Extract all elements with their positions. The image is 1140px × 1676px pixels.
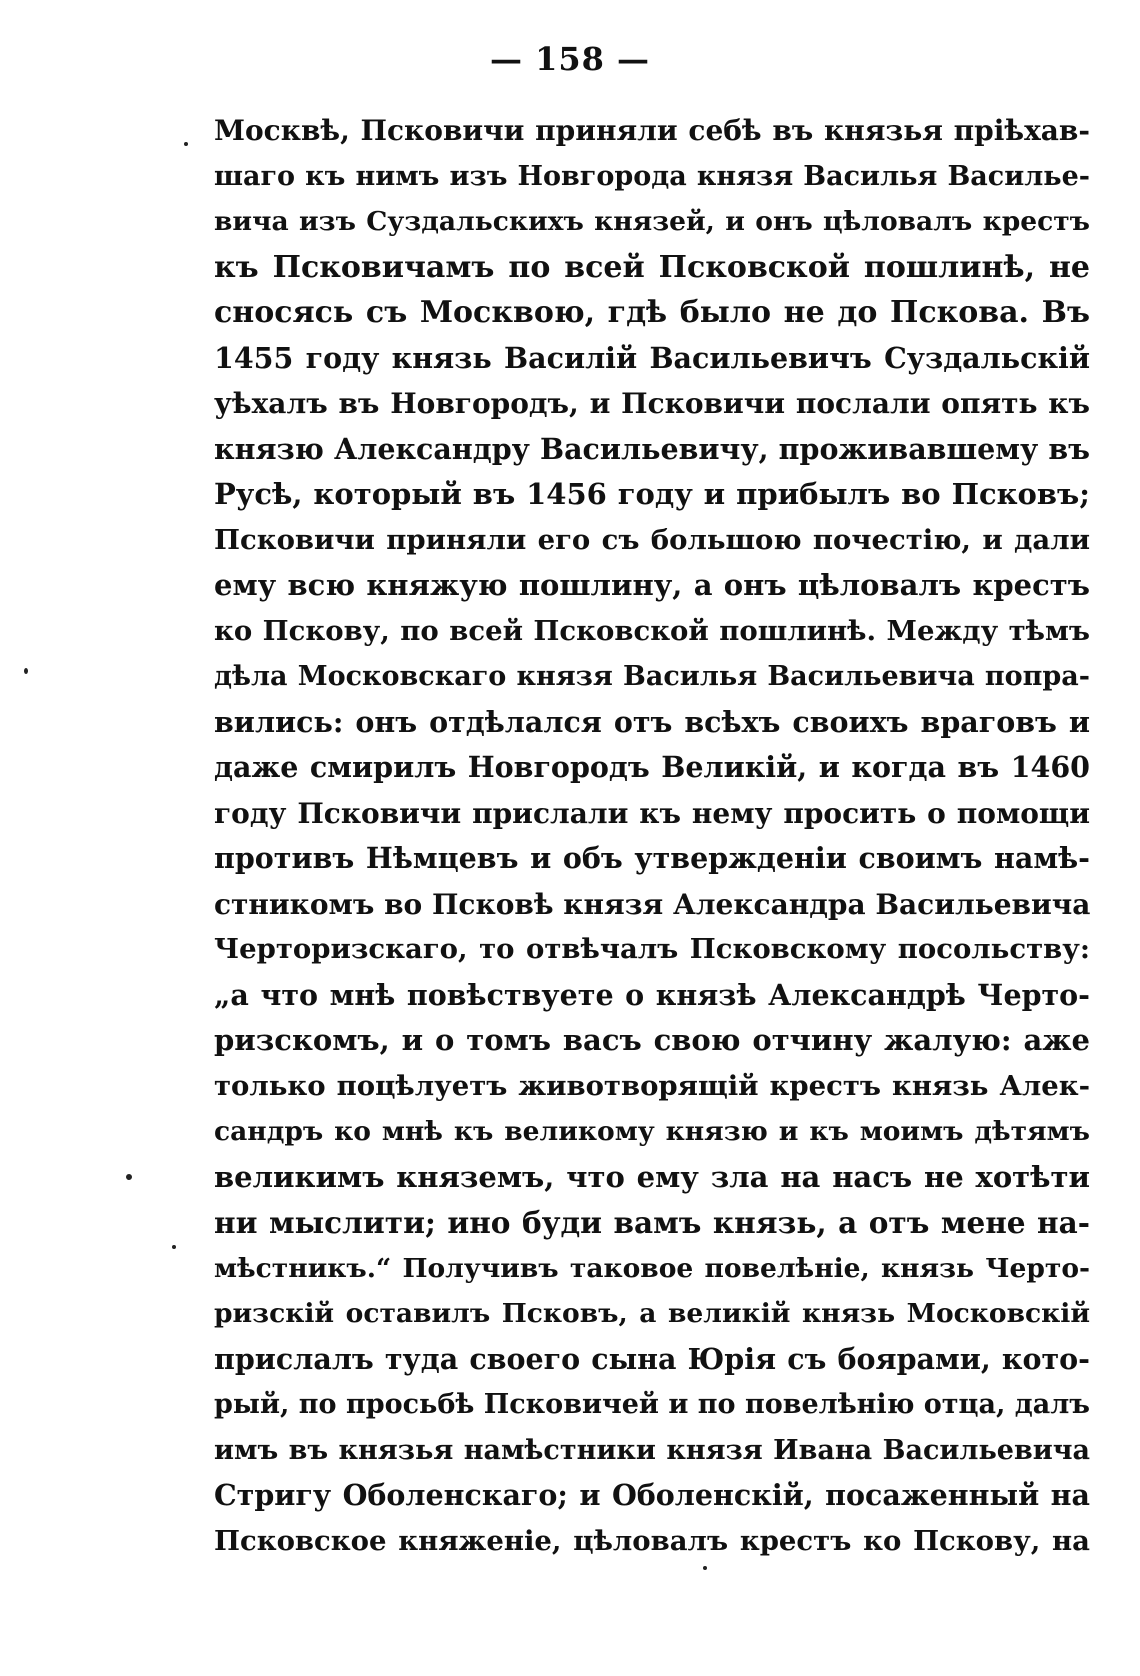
- text-line: вились: онъ отдѣлался отъ всѣхъ своихъ враговъ и: [214, 704, 1090, 739]
- text-line: Москвѣ, Псковичи приняли себѣ въ князья пріѣхав-: [214, 114, 1090, 147]
- text-line: Псковское княженіе, цѣловалъ крестъ ко Пскову, на: [214, 1524, 1090, 1557]
- text-line: великимъ княземъ, что ему зла на насъ не хотѣти: [214, 1159, 1090, 1194]
- text-line: князю Александру Васильевичу, проживавшему въ: [214, 431, 1090, 466]
- scan-speck: [703, 1566, 707, 1570]
- text-line: уѣхалъ въ Новгородъ, и Псковичи послали опять къ: [214, 387, 1090, 420]
- text-line: ризскій оставилъ Псковъ, а великій князь Московскій: [214, 1298, 1090, 1329]
- text-line: Стригу Оболенскаго; и Оболенскій, посаженный на: [214, 1478, 1090, 1512]
- text-line: году Псковичи прислали къ нему просить о помощи: [214, 796, 1090, 830]
- text-line: шаго къ нимъ изъ Новгорода князя Василья Василье-: [214, 160, 1090, 192]
- text-line: ни мыслити; ино буди вамъ князь, а отъ мене на-: [214, 1205, 1090, 1240]
- text-line: мѣстникъ.“ Получивъ таковое повелѣніе, князь Черто-: [214, 1252, 1090, 1284]
- page-number: — 158 —: [489, 40, 651, 78]
- text-line: имъ въ князья намѣстники князя Ивана Васильевича: [214, 1434, 1090, 1466]
- text-line: 1455 году князь Василій Васильевичъ Суздальскій: [214, 340, 1090, 375]
- text-line: „а что мнѣ повѣствуете о князѣ Александрѣ Черто-: [214, 977, 1090, 1012]
- scan-speck: [24, 668, 28, 674]
- text-line: сандръ ко мнѣ къ великому князю и къ моимъ дѣтямъ: [214, 1116, 1090, 1147]
- text-line: Черторизскаго, то отвѣчалъ Псковскому посольству:: [214, 933, 1090, 965]
- text-line: прислалъ туда своего сына Юрія съ боярами, кото-: [214, 1341, 1090, 1376]
- text-line: ризскомъ, и о томъ васъ свою отчину жалую: аже: [214, 1023, 1090, 1057]
- text-line: дѣла Московскаго князя Василья Васильевича попра-: [214, 661, 1090, 692]
- text-line: даже смирилъ Новгородъ Великій, и когда въ 1460: [214, 750, 1090, 784]
- body-text: [214, 108, 1090, 1564]
- text-line: стникомъ во Псковѣ князя Александра Васильевича: [214, 887, 1091, 921]
- text-line: ко Пскову, по всей Псковской пошлинѣ. Между тѣмъ: [214, 614, 1090, 647]
- text-line: сносясь съ Москвою, гдѣ было не до Пскова. Въ: [214, 295, 1090, 330]
- text-line: къ Псковичамъ по всей Псковской пошлинѣ, не: [214, 249, 1090, 285]
- text-line: Русѣ, который въ 1456 году и прибылъ во Псковъ;: [214, 477, 1090, 511]
- scan-speck: [172, 1245, 176, 1249]
- text-line: Псковичи приняли его съ большою почестію, и дали: [214, 523, 1090, 556]
- text-line: только поцѣлуетъ животворящій крестъ князь Алек-: [214, 1069, 1090, 1102]
- text-line: вича изъ Суздальскихъ князей, и онъ цѣловалъ крестъ: [214, 206, 1090, 237]
- scan-speck: [126, 1174, 132, 1180]
- text-line: ему всю княжую пошлину, а онъ цѣловалъ крестъ: [214, 568, 1090, 602]
- text-line: противъ Нѣмцевъ и объ утвержденіи своимъ намѣ-: [214, 841, 1090, 875]
- scan-speck: [184, 142, 188, 146]
- text-line: рый, по просьбѣ Псковичей и по повелѣнію отца, далъ: [214, 1389, 1090, 1420]
